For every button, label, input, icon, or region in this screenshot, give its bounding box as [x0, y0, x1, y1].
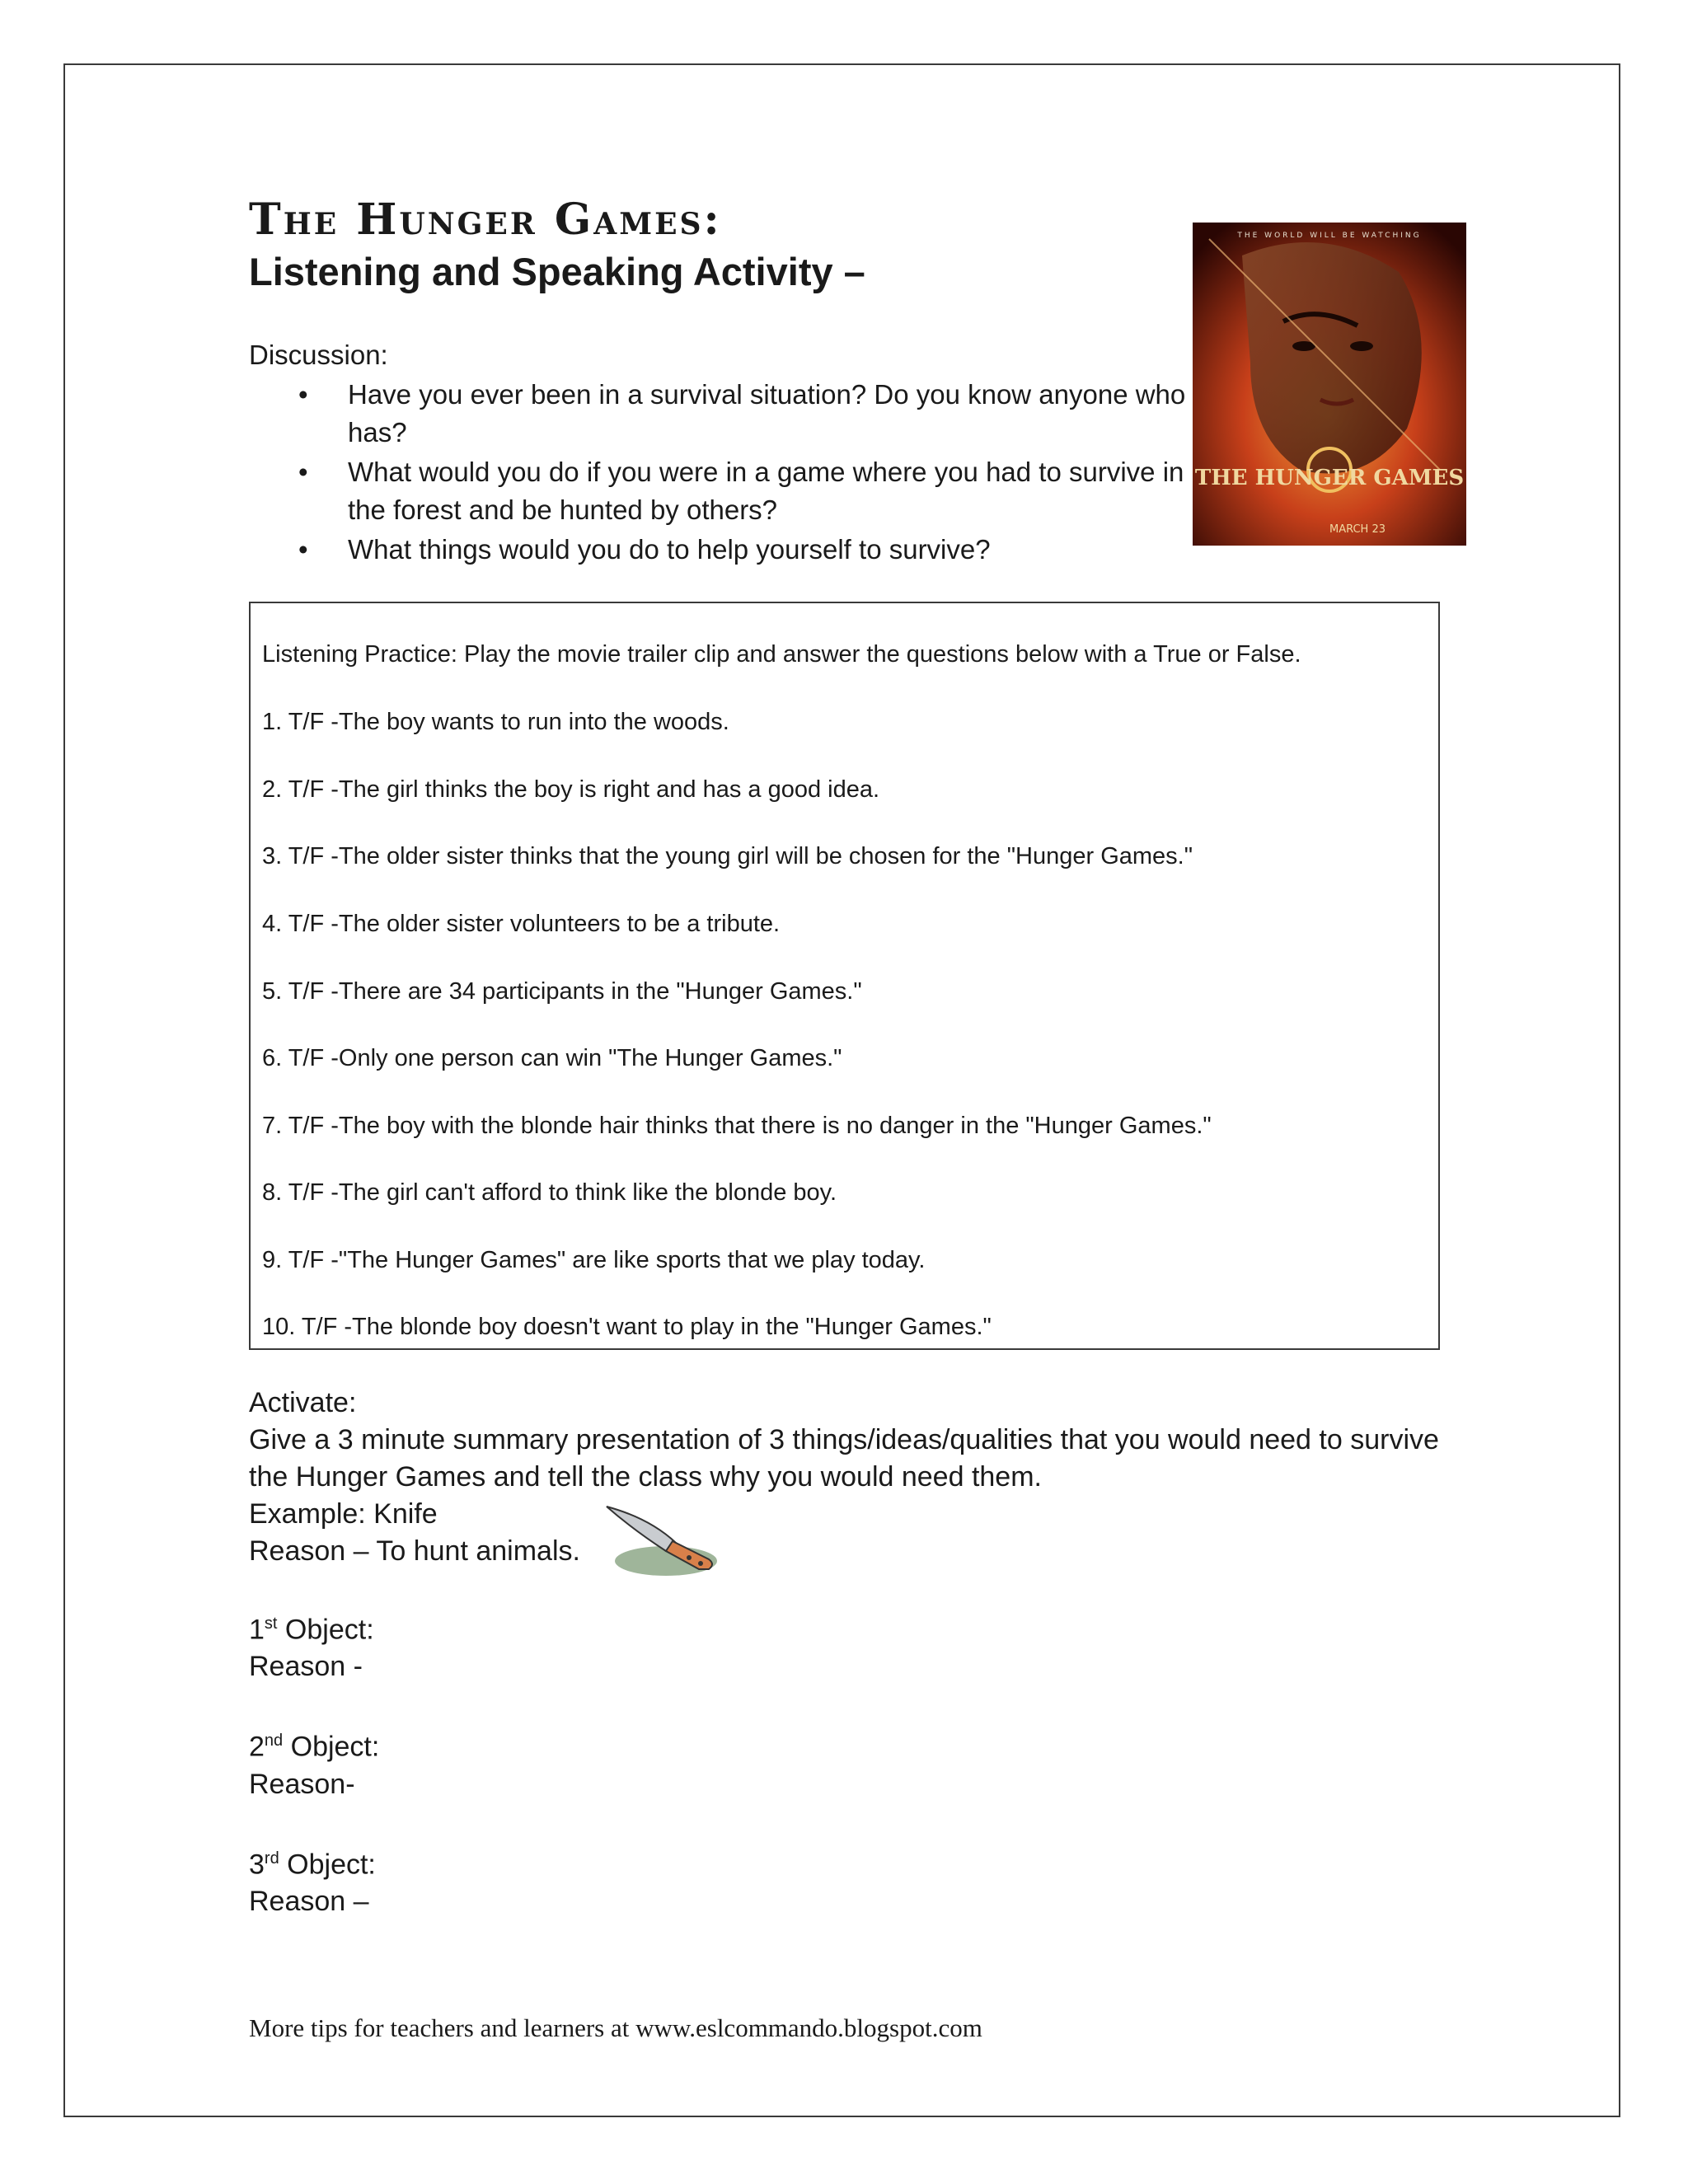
- listening-intro: Listening Practice: Play the movie trailer clip and answer the questions below with a True or False.: [262, 641, 1301, 668]
- discussion-item: [249, 453, 1189, 529]
- listening-item: 2. T/F -The girl thinks the boy is right and has a good idea.: [262, 776, 880, 803]
- activate-section: [249, 1385, 1485, 1570]
- discussion-item: [249, 531, 1189, 569]
- object-label: 2nd Object:: [249, 1731, 380, 1763]
- page-subtitle: Listening and Speaking Activity –: [249, 250, 865, 293]
- discussion-item-text: What things would you do to help yourself to survive?: [348, 534, 991, 565]
- listening-practice-box: [249, 602, 1440, 1350]
- object-reason: Reason -: [249, 1651, 363, 1683]
- listening-item: 6. T/F -Only one person can win "The Hunger Games.": [262, 1045, 842, 1071]
- object-label: 1st Object:: [249, 1614, 374, 1646]
- listening-item: 4. T/F -The older sister volunteers to be a tribute.: [262, 911, 781, 937]
- listening-item: 1. T/F -The boy wants to run into the woods.: [262, 709, 729, 735]
- bullet-icon: •: [298, 379, 308, 410]
- movie-poster-image: [1193, 223, 1466, 546]
- object-group: [249, 1840, 379, 1920]
- activate-heading: Activate:: [249, 1387, 357, 1418]
- poster-tagline: THE WORLD WILL BE WATCHING: [1237, 232, 1422, 240]
- activate-example: Example: Knife: [249, 1498, 438, 1530]
- bullet-icon: •: [298, 457, 308, 487]
- object-group: [249, 1605, 379, 1685]
- page-title: The Hunger Games:: [249, 194, 722, 245]
- listening-item: 7. T/F -The boy with the blonde hair thinks that there is no danger in the "Hunger Games.": [262, 1113, 1212, 1139]
- objects-section: [249, 1605, 379, 1957]
- poster-logo-text: THE HUNGER GAMES: [1194, 466, 1465, 490]
- discussion-item-text: Have you ever been in a survival situation? Do you know anyone who has?: [348, 379, 1186, 448]
- activate-example-reason: Reason – To hunt animals.: [249, 1535, 580, 1567]
- bullet-icon: •: [298, 534, 308, 565]
- movie-poster-graphic: [1193, 223, 1466, 546]
- object-label: 3rd Object:: [249, 1848, 376, 1880]
- footer-text: More tips for teachers and learners at www.eslcommando.blogspot.com: [249, 2013, 982, 2042]
- discussion-item: [249, 376, 1189, 452]
- activate-instructions: Give a 3 minute summary presentation of 3 things/ideas/qualities that you would need to survive the Hunger Games and tell the class why you would need them.: [249, 1424, 1439, 1493]
- discussion-list: [249, 376, 1189, 570]
- listening-item: 8. T/F -The girl can't afford to think like the blonde boy.: [262, 1179, 837, 1206]
- object-group: [249, 1722, 379, 1802]
- listening-item: 3. T/F -The older sister thinks that the young girl will be chosen for the "Hunger Games.": [262, 843, 1193, 869]
- discussion-heading: Discussion:: [249, 340, 388, 370]
- object-reason: Reason –: [249, 1885, 369, 1917]
- object-reason: Reason-: [249, 1768, 355, 1800]
- knife-icon: [600, 1502, 724, 1584]
- listening-item: 10. T/F -The blonde boy doesn't want to play in the "Hunger Games.": [262, 1314, 992, 1340]
- listening-item: 5. T/F -There are 34 participants in the "Hunger Games.": [262, 978, 862, 1005]
- discussion-item-text: What would you do if you were in a game where you had to survive in the forest and be hunted by others?: [348, 457, 1184, 525]
- poster-date-text: MARCH 23: [1329, 523, 1386, 536]
- listening-item: 9. T/F -"The Hunger Games" are like sports that we play today.: [262, 1247, 926, 1273]
